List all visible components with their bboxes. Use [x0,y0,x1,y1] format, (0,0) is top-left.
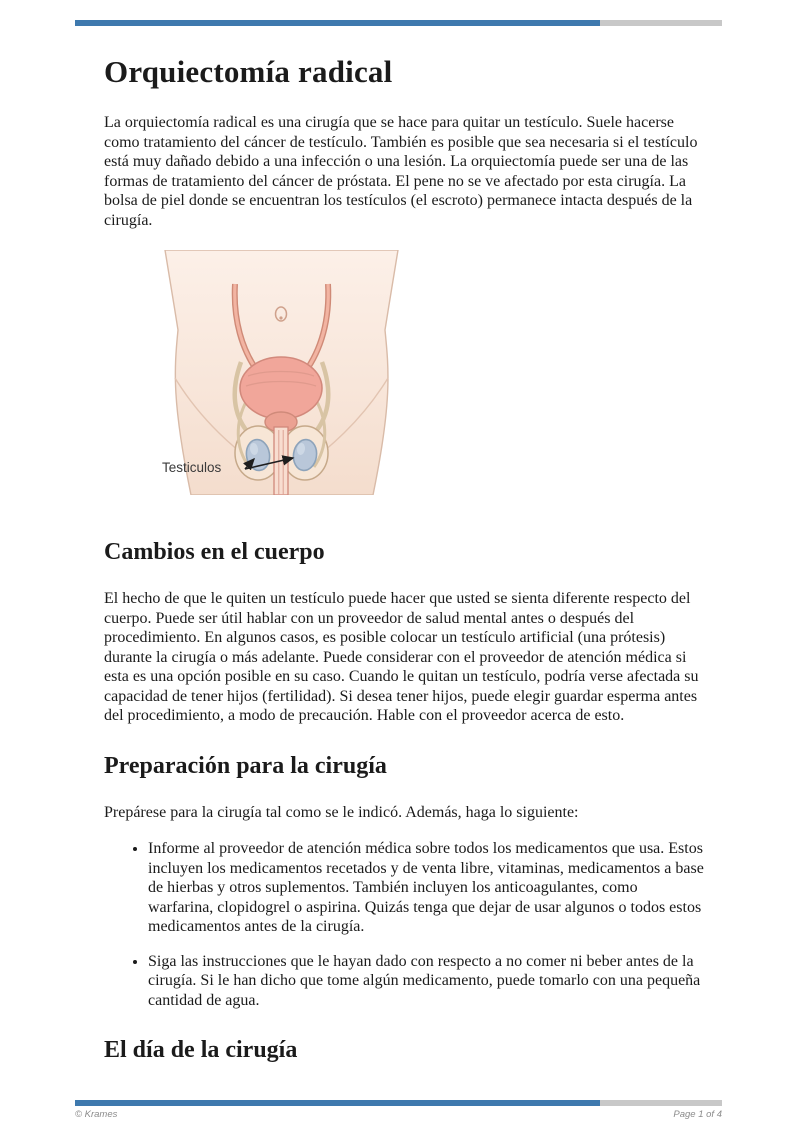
footer-divider-bar [75,1100,722,1106]
anatomy-figure [144,250,419,495]
copyright-text: © Krames [75,1109,118,1120]
document-content [104,26,706,1064]
section-intro-preparacion: Prepárese para la cirugía tal como se le indicó. Además, haga lo siguiente: [104,803,579,821]
testicles-label: Testiculos [162,460,222,476]
page-title: Orquiectomía radical [104,54,393,89]
intro-paragraph: La orquiectomía radical es una cirugía que se hace para quitar un testículo. Suele hacerse como tratamiento del cáncer de testículo. También es posible que sea necesaria si el testículo está muy dañado debido a una infección o una lesión. La orquiectomía puede ser una de las formas de tratamiento del cáncer de próstata. El pene no se ve afectado por esta cirugía. La bolsa de piel donde se encuentran los testículos (el escroto) permanece intacta después de la cirugía. [104,114,698,229]
bladder [240,357,322,419]
male-pelvis-illustration [144,250,419,495]
section-heading-cambios: Cambios en el cuerpo [104,539,325,566]
section-heading-dia-cirugia: El día de la cirugía [104,1037,298,1064]
bullet-item-fasting: • Siga las instrucciones que le hayan dado con respecto a no comer ni beber antes de la cirugía. Si le han dicho que tome algún medicamento, puede tomarlo con una pequeña cantidad de agua. [148,952,706,1011]
section-heading-preparacion: Preparación para la cirugía [104,752,387,779]
footer-divider-gray-segment [600,1100,722,1106]
footer-divider-blue-segment [75,1100,600,1106]
page-footer [75,1100,722,1120]
page-number-text: Page 1 of 4 [673,1109,722,1120]
footer-text-row [75,1109,722,1120]
section-body-cambios: El hecho de que le quiten un testículo puede hacer que usted se sienta diferente respecto del cuerpo. Puede ser útil hablar con un proveedor de salud mental antes o después del procedimiento. En algunos casos, es posible colocar un testículo artificial (una prótesis) durante la cirugía o más adelante. Puede considerar con el proveedor de atención médica si esta es una opción posible en su caso. Cuando le quitan un testículo, podría verse afectada su capacidad de tener hijos (fertilidad). Si desea tener hijos, puede elegir guardar esperma antes del procedimiento, a modo de precaución. Hable con el proveedor acerca de esto. [104,590,699,725]
bullet-item-medications: • Informe al proveedor de atención médica sobre todos los medicamentos que usa. Estos incluyen los medicamentos recetados y de venta libre, vitaminas, medicamentos a base de hierbas y otros suplementos. También incluyen los anticoagulantes, como warfarina, clopidogrel o aspirina. Quizás tenga que dejar de usar algunos o todos estos medicamentos antes de la cirugía. [148,839,706,937]
preparation-bullet-list [104,839,706,1010]
